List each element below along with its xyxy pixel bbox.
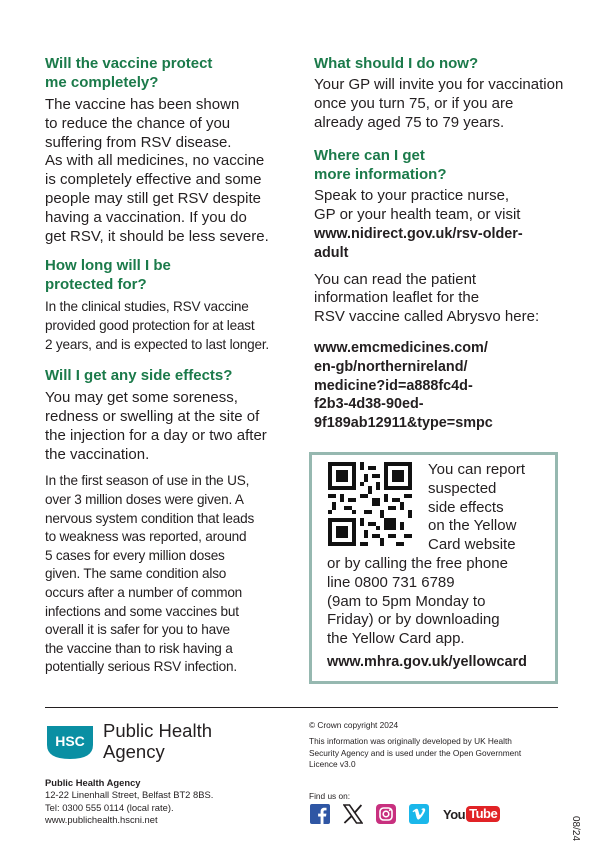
x-icon[interactable] <box>342 803 364 825</box>
paragraph-gp-invite: Your GP will invite you for vaccination once you turn 75, or if you are already aged 75 to 79 years. <box>314 76 564 131</box>
yellow-card-report-box <box>309 452 558 684</box>
heading-how-long-protected: How long will I be protected for? <box>45 257 171 294</box>
document-code: 08/24 <box>570 816 581 842</box>
facebook-icon[interactable] <box>309 803 331 825</box>
link-emc-medicines[interactable]: www.emcmedicines.com/ en-gb/northernireland/ medicine?id=a888fc4d- f2b3-4d38-90ed- 9f189ab12911&type=smpc <box>314 339 493 432</box>
left-column <box>45 54 285 677</box>
find-us-label: Find us on: <box>309 791 351 801</box>
agency-address: Public Health Agency 12-22 Linenhall Street, Belfast BT2 8BS. Tel: 0300 555 0114 (local rate). www.publichealth.hscni.net <box>45 777 214 826</box>
heading-what-should-i-do: What should I do now? <box>314 55 479 72</box>
heading-more-information: Where can I get more information? <box>314 147 447 184</box>
paragraph-patient-leaflet: You can read the patient information leaflet for the RSV vaccine called Abrysvo here: <box>314 270 540 326</box>
paragraph-first-season-us: In the first season of use in the US, over 3 million doses were given. A nervous system condition that leads to weakness was reported, around 5 cases for every million doses given. The same condition also occurs after a number of common infections and some vaccines but overall it is safer for you to have the vaccine than to risk having a potentially serious RSV infection. <box>45 473 255 675</box>
youtube-icon[interactable]: You Tube <box>443 806 500 822</box>
agency-name: Public Health Agency <box>103 720 213 762</box>
link-nidirect[interactable]: www.nidirect.gov.uk/rsv-older- adult <box>314 225 523 261</box>
copyright-notice: © Crown copyright 2024 This information was originally developed by UK Health Security Agency and is used under the Open Government Licence v3.0 <box>309 720 522 770</box>
heading-vaccine-protect: Will the vaccine protect me completely? <box>45 55 213 91</box>
report-phone-text: or by calling the free phone line 0800 731 6789 (9am to 5pm Monday to Friday) or by downloading the Yellow Card app. <box>327 554 508 648</box>
footer-divider <box>45 707 558 708</box>
vimeo-icon[interactable] <box>408 803 430 825</box>
paragraph-soreness: You may get some soreness, redness or swelling at the site of the injection for a day or two after the vaccination. <box>45 389 267 463</box>
right-column <box>314 54 564 433</box>
social-links <box>309 803 500 825</box>
hsc-logo-text: HSC <box>55 733 85 749</box>
paragraph-vaccine-shown: The vaccine has been shown to reduce the chance of you suffering from RSV disease. <box>45 96 240 151</box>
link-yellow-card[interactable]: www.mhra.gov.uk/yellowcard <box>327 653 527 670</box>
instagram-icon[interactable] <box>375 803 397 825</box>
paragraph-speak-to-nurse: Speak to your practice nurse, GP or your health team, or visit <box>314 187 521 224</box>
agency-website-link[interactable]: www.publichealth.hscni.net <box>45 814 158 826</box>
hsc-logo-icon <box>45 725 95 760</box>
qr-code-icon[interactable] <box>328 462 412 546</box>
paragraph-clinical-studies: In the clinical studies, RSV vaccine provided good protection for at least 2 years, and is expected to last longer. <box>45 299 269 352</box>
report-intro-text: You can report suspected side effects on the Yellow Card website <box>428 461 526 554</box>
paragraph-no-vaccine-effective: As with all medicines, no vaccine is completely effective and some people may still get RSV despite having a vaccination. If you do get RSV, it should be less severe. <box>45 152 269 245</box>
heading-side-effects: Will I get any side effects? <box>45 367 233 385</box>
